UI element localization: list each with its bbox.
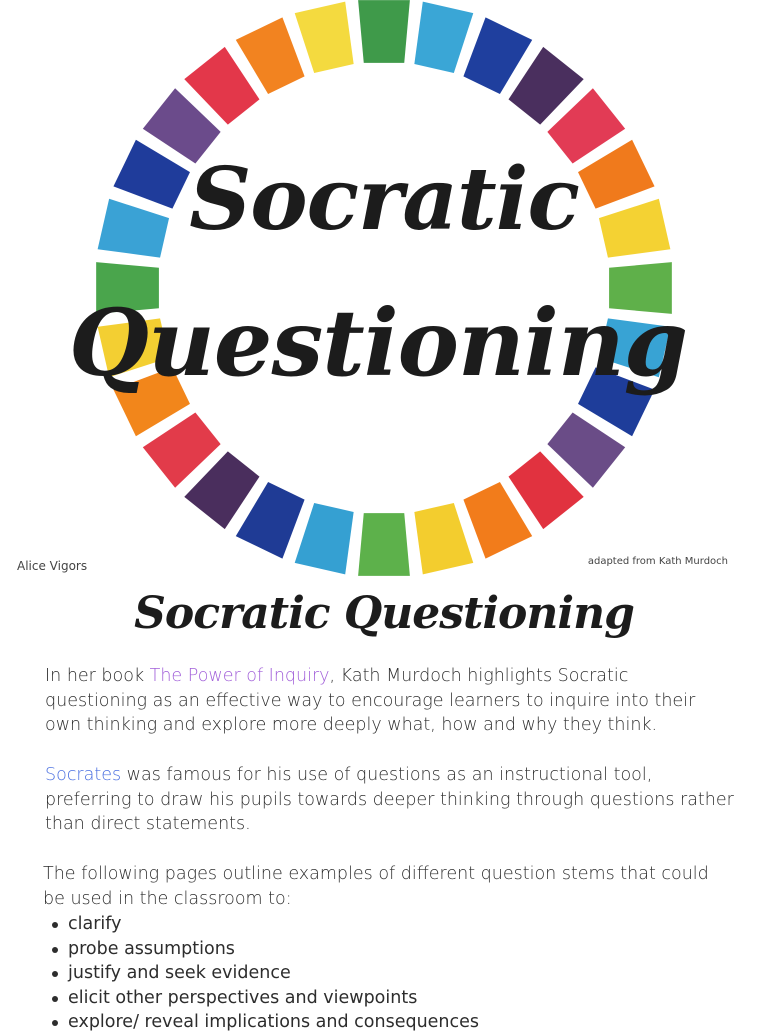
- list-item: justify and seek evidence: [48, 961, 738, 986]
- adapted-credit: adapted from Kath Murdoch: [587, 556, 728, 567]
- intro-text-end: , Kath Murdoch highlights Socratic questioning as an effective way to encourage learners to inquire into their own thinking and explore more deeply what, how and why they think.: [45, 666, 696, 736]
- ring-segment: [358, 513, 410, 576]
- ring-segment: [295, 503, 354, 574]
- intro-paragraph: [45, 664, 735, 738]
- ring-segment: [295, 2, 354, 73]
- author-credit: Alice Vigors: [17, 559, 88, 573]
- list-item: clarify: [48, 912, 738, 937]
- socrates-paragraph: [45, 763, 735, 837]
- ring-segment: [414, 503, 473, 574]
- title-questioning: Questioning: [68, 289, 688, 397]
- power-of-inquiry-link[interactable]: The Power of Inquiry: [149, 666, 330, 686]
- title-socratic: Socratic: [189, 149, 579, 250]
- socrates-text: was famous for his use of questions as an instructional tool, preferring to draw his pupils towards deeper thinking through questions rather than direct statements.: [45, 765, 734, 835]
- question-stem-list: [48, 912, 738, 1035]
- outline-paragraph: The following pages outline examples of different question stems that could be used in the classroom to:: [43, 864, 709, 909]
- ring-segment: [414, 2, 473, 73]
- ring-segment: [358, 0, 410, 63]
- subtitle-heading: Socratic Questioning: [134, 588, 634, 639]
- list-item: explore/ reveal implications and consequences: [48, 1010, 738, 1035]
- list-item: elicit other perspectives and viewpoints: [48, 986, 738, 1011]
- socrates-link[interactable]: Socrates: [45, 765, 122, 785]
- list-item: probe assumptions: [48, 937, 738, 962]
- intro-text-start: In her book: [45, 666, 150, 686]
